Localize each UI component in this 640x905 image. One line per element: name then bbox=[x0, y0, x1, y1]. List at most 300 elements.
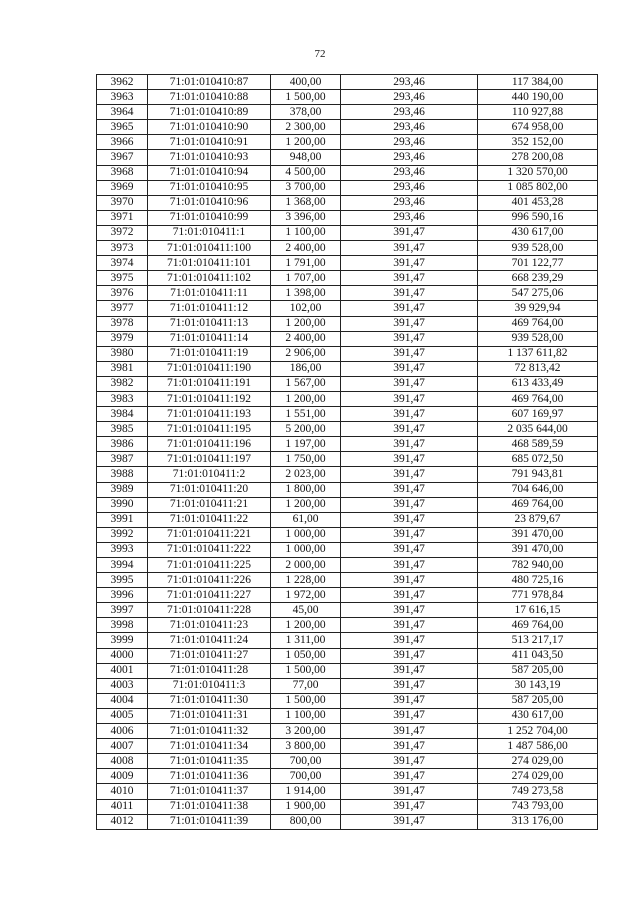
row-number-cell: 3994 bbox=[97, 558, 148, 573]
row-number-cell: 4012 bbox=[97, 814, 148, 829]
rate-cell: 391,47 bbox=[341, 346, 478, 361]
table-row bbox=[97, 739, 598, 754]
rate-cell: 391,47 bbox=[341, 437, 478, 452]
table-row bbox=[97, 724, 598, 739]
cadastral-value-cell: 587 205,00 bbox=[478, 693, 598, 708]
cadastral-value-cell: 469 764,00 bbox=[478, 497, 598, 512]
cadastral-number-cell: 71:01:010411:100 bbox=[148, 241, 271, 256]
row-number-cell: 3978 bbox=[97, 316, 148, 331]
cadastral-value-cell: 440 190,00 bbox=[478, 90, 598, 105]
row-number-cell: 4010 bbox=[97, 784, 148, 799]
area-cell: 700,00 bbox=[271, 754, 341, 769]
area-cell: 1 500,00 bbox=[271, 90, 341, 105]
rate-cell: 391,47 bbox=[341, 467, 478, 482]
cadastral-number-cell: 71:01:010411:32 bbox=[148, 724, 271, 739]
table-row bbox=[97, 769, 598, 784]
area-cell: 948,00 bbox=[271, 150, 341, 165]
row-number-cell: 3993 bbox=[97, 542, 148, 557]
table-row bbox=[97, 452, 598, 467]
area-cell: 1 100,00 bbox=[271, 225, 341, 240]
table-row bbox=[97, 195, 598, 210]
row-number-cell: 4008 bbox=[97, 754, 148, 769]
area-cell: 1 368,00 bbox=[271, 195, 341, 210]
area-cell: 1 900,00 bbox=[271, 799, 341, 814]
table-row bbox=[97, 105, 598, 120]
cadastral-number-cell: 71:01:010411:3 bbox=[148, 678, 271, 693]
cadastral-number-cell: 71:01:010411:196 bbox=[148, 437, 271, 452]
cadastral-value-cell: 468 589,59 bbox=[478, 437, 598, 452]
row-number-cell: 3991 bbox=[97, 512, 148, 527]
area-cell: 1 200,00 bbox=[271, 391, 341, 406]
table-row bbox=[97, 573, 598, 588]
rate-cell: 391,47 bbox=[341, 648, 478, 663]
rate-cell: 391,47 bbox=[341, 558, 478, 573]
cadastral-value-cell: 2 035 644,00 bbox=[478, 422, 598, 437]
cadastral-number-cell: 71:01:010411:30 bbox=[148, 693, 271, 708]
rate-cell: 391,47 bbox=[341, 527, 478, 542]
rate-cell: 391,47 bbox=[341, 784, 478, 799]
area-cell: 3 200,00 bbox=[271, 724, 341, 739]
row-number-cell: 4005 bbox=[97, 708, 148, 723]
table-row bbox=[97, 467, 598, 482]
row-number-cell: 3964 bbox=[97, 105, 148, 120]
cadastral-value-cell: 469 764,00 bbox=[478, 316, 598, 331]
rate-cell: 391,47 bbox=[341, 603, 478, 618]
cadastral-value-cell: 743 793,00 bbox=[478, 799, 598, 814]
cadastral-value-table bbox=[96, 74, 598, 830]
cadastral-number-cell: 71:01:010410:91 bbox=[148, 135, 271, 150]
cadastral-number-cell: 71:01:010411:31 bbox=[148, 708, 271, 723]
table-row bbox=[97, 663, 598, 678]
row-number-cell: 3977 bbox=[97, 301, 148, 316]
rate-cell: 293,46 bbox=[341, 195, 478, 210]
page-number: 72 bbox=[314, 48, 326, 60]
row-number-cell: 4004 bbox=[97, 693, 148, 708]
rate-cell: 391,47 bbox=[341, 542, 478, 557]
table-row bbox=[97, 648, 598, 663]
table-row bbox=[97, 497, 598, 512]
rate-cell: 293,46 bbox=[341, 150, 478, 165]
table-row bbox=[97, 135, 598, 150]
row-number-cell: 3990 bbox=[97, 497, 148, 512]
cadastral-number-cell: 71:01:010411:101 bbox=[148, 256, 271, 271]
cadastral-number-cell: 71:01:010411:36 bbox=[148, 769, 271, 784]
row-number-cell: 4003 bbox=[97, 678, 148, 693]
table-row bbox=[97, 422, 598, 437]
cadastral-number-cell: 71:01:010410:87 bbox=[148, 75, 271, 90]
cadastral-value-cell: 23 879,67 bbox=[478, 512, 598, 527]
rate-cell: 391,47 bbox=[341, 256, 478, 271]
cadastral-number-cell: 71:01:010411:197 bbox=[148, 452, 271, 467]
table-row bbox=[97, 75, 598, 90]
rate-cell: 391,47 bbox=[341, 391, 478, 406]
row-number-cell: 3992 bbox=[97, 527, 148, 542]
table-row bbox=[97, 618, 598, 633]
cadastral-value-cell: 685 072,50 bbox=[478, 452, 598, 467]
cadastral-number-cell: 71:01:010411:225 bbox=[148, 558, 271, 573]
cadastral-number-cell: 71:01:010411:190 bbox=[148, 361, 271, 376]
cadastral-value-cell: 782 940,00 bbox=[478, 558, 598, 573]
cadastral-number-cell: 71:01:010411:193 bbox=[148, 407, 271, 422]
row-number-cell: 3997 bbox=[97, 603, 148, 618]
table-row bbox=[97, 482, 598, 497]
table-row bbox=[97, 708, 598, 723]
rate-cell: 391,47 bbox=[341, 497, 478, 512]
cadastral-number-cell: 71:01:010411:37 bbox=[148, 784, 271, 799]
rate-cell: 391,47 bbox=[341, 799, 478, 814]
table-row bbox=[97, 527, 598, 542]
cadastral-value-cell: 547 275,06 bbox=[478, 286, 598, 301]
table-row bbox=[97, 271, 598, 286]
row-number-cell: 3996 bbox=[97, 588, 148, 603]
row-number-cell: 4006 bbox=[97, 724, 148, 739]
area-cell: 2 400,00 bbox=[271, 241, 341, 256]
cadastral-value-cell: 771 978,84 bbox=[478, 588, 598, 603]
area-cell: 4 500,00 bbox=[271, 165, 341, 180]
table-row bbox=[97, 799, 598, 814]
cadastral-number-cell: 71:01:010410:90 bbox=[148, 120, 271, 135]
table-row bbox=[97, 588, 598, 603]
rate-cell: 391,47 bbox=[341, 693, 478, 708]
area-cell: 1 750,00 bbox=[271, 452, 341, 467]
area-cell: 2 023,00 bbox=[271, 467, 341, 482]
row-number-cell: 3976 bbox=[97, 286, 148, 301]
area-cell: 1 972,00 bbox=[271, 588, 341, 603]
cadastral-number-cell: 71:01:010411:35 bbox=[148, 754, 271, 769]
row-number-cell: 3981 bbox=[97, 361, 148, 376]
rate-cell: 391,47 bbox=[341, 271, 478, 286]
row-number-cell: 3970 bbox=[97, 195, 148, 210]
row-number-cell: 3986 bbox=[97, 437, 148, 452]
area-cell: 186,00 bbox=[271, 361, 341, 376]
row-number-cell: 3989 bbox=[97, 482, 148, 497]
table-row bbox=[97, 241, 598, 256]
rate-cell: 391,47 bbox=[341, 331, 478, 346]
rate-cell: 293,46 bbox=[341, 210, 478, 225]
rate-cell: 293,46 bbox=[341, 75, 478, 90]
area-cell: 378,00 bbox=[271, 105, 341, 120]
table-row bbox=[97, 603, 598, 618]
table-row bbox=[97, 210, 598, 225]
rate-cell: 391,47 bbox=[341, 678, 478, 693]
row-number-cell: 3972 bbox=[97, 225, 148, 240]
cadastral-number-cell: 71:01:010411:227 bbox=[148, 588, 271, 603]
cadastral-number-cell: 71:01:010411:23 bbox=[148, 618, 271, 633]
table-row bbox=[97, 814, 598, 829]
cadastral-value-cell: 701 122,77 bbox=[478, 256, 598, 271]
table-row bbox=[97, 120, 598, 135]
rate-cell: 391,47 bbox=[341, 663, 478, 678]
rate-cell: 293,46 bbox=[341, 90, 478, 105]
row-number-cell: 3968 bbox=[97, 165, 148, 180]
rate-cell: 391,47 bbox=[341, 724, 478, 739]
cadastral-value-cell: 469 764,00 bbox=[478, 391, 598, 406]
table-row bbox=[97, 391, 598, 406]
cadastral-number-cell: 71:01:010411:22 bbox=[148, 512, 271, 527]
rate-cell: 391,47 bbox=[341, 708, 478, 723]
cadastral-number-cell: 71:01:010411:39 bbox=[148, 814, 271, 829]
table-row bbox=[97, 316, 598, 331]
row-number-cell: 4000 bbox=[97, 648, 148, 663]
cadastral-number-cell: 71:01:010411:24 bbox=[148, 633, 271, 648]
cadastral-number-cell: 71:01:010411:19 bbox=[148, 346, 271, 361]
cadastral-value-cell: 313 176,00 bbox=[478, 814, 598, 829]
cadastral-number-cell: 71:01:010411:222 bbox=[148, 542, 271, 557]
table-row bbox=[97, 754, 598, 769]
cadastral-number-cell: 71:01:010411:228 bbox=[148, 603, 271, 618]
area-cell: 1 000,00 bbox=[271, 527, 341, 542]
row-number-cell: 3965 bbox=[97, 120, 148, 135]
cadastral-number-cell: 71:01:010411:192 bbox=[148, 391, 271, 406]
rate-cell: 391,47 bbox=[341, 301, 478, 316]
cadastral-number-cell: 71:01:010411:21 bbox=[148, 497, 271, 512]
cadastral-number-cell: 71:01:010411:11 bbox=[148, 286, 271, 301]
area-cell: 1 100,00 bbox=[271, 708, 341, 723]
rate-cell: 293,46 bbox=[341, 180, 478, 195]
row-number-cell: 3985 bbox=[97, 422, 148, 437]
rate-cell: 391,47 bbox=[341, 316, 478, 331]
table-row bbox=[97, 542, 598, 557]
cadastral-number-cell: 71:01:010411:28 bbox=[148, 663, 271, 678]
cadastral-value-cell: 110 927,88 bbox=[478, 105, 598, 120]
area-cell: 3 396,00 bbox=[271, 210, 341, 225]
row-number-cell: 4001 bbox=[97, 663, 148, 678]
cadastral-number-cell: 71:01:010411:13 bbox=[148, 316, 271, 331]
area-cell: 1 500,00 bbox=[271, 693, 341, 708]
table-row bbox=[97, 361, 598, 376]
cadastral-value-cell: 587 205,00 bbox=[478, 663, 598, 678]
rate-cell: 391,47 bbox=[341, 633, 478, 648]
table-body bbox=[97, 75, 598, 830]
area-cell: 61,00 bbox=[271, 512, 341, 527]
rate-cell: 391,47 bbox=[341, 573, 478, 588]
cadastral-value-cell: 469 764,00 bbox=[478, 618, 598, 633]
row-number-cell: 3975 bbox=[97, 271, 148, 286]
cadastral-number-cell: 71:01:010411:38 bbox=[148, 799, 271, 814]
cadastral-number-cell: 71:01:010411:102 bbox=[148, 271, 271, 286]
table-row bbox=[97, 180, 598, 195]
cadastral-value-cell: 939 528,00 bbox=[478, 331, 598, 346]
cadastral-value-cell: 278 200,08 bbox=[478, 150, 598, 165]
rate-cell: 391,47 bbox=[341, 588, 478, 603]
row-number-cell: 3973 bbox=[97, 241, 148, 256]
table-row bbox=[97, 512, 598, 527]
row-number-cell: 3971 bbox=[97, 210, 148, 225]
cadastral-value-cell: 1 085 802,00 bbox=[478, 180, 598, 195]
rate-cell: 293,46 bbox=[341, 135, 478, 150]
cadastral-value-cell: 352 152,00 bbox=[478, 135, 598, 150]
area-cell: 102,00 bbox=[271, 301, 341, 316]
row-number-cell: 3995 bbox=[97, 573, 148, 588]
table-row bbox=[97, 256, 598, 271]
cadastral-value-cell: 430 617,00 bbox=[478, 225, 598, 240]
rate-cell: 391,47 bbox=[341, 754, 478, 769]
row-number-cell: 3982 bbox=[97, 376, 148, 391]
cadastral-value-cell: 401 453,28 bbox=[478, 195, 598, 210]
cadastral-value-cell: 1 487 586,00 bbox=[478, 739, 598, 754]
table-row bbox=[97, 376, 598, 391]
area-cell: 1 914,00 bbox=[271, 784, 341, 799]
area-cell: 1 311,00 bbox=[271, 633, 341, 648]
cadastral-number-cell: 71:01:010411:20 bbox=[148, 482, 271, 497]
cadastral-number-cell: 71:01:010411:27 bbox=[148, 648, 271, 663]
cadastral-value-cell: 274 029,00 bbox=[478, 754, 598, 769]
rate-cell: 391,47 bbox=[341, 407, 478, 422]
cadastral-number-cell: 71:01:010410:89 bbox=[148, 105, 271, 120]
area-cell: 1 228,00 bbox=[271, 573, 341, 588]
rate-cell: 391,47 bbox=[341, 769, 478, 784]
row-number-cell: 3979 bbox=[97, 331, 148, 346]
area-cell: 400,00 bbox=[271, 75, 341, 90]
rate-cell: 293,46 bbox=[341, 105, 478, 120]
area-cell: 1 567,00 bbox=[271, 376, 341, 391]
cadastral-number-cell: 71:01:010410:96 bbox=[148, 195, 271, 210]
table-row bbox=[97, 225, 598, 240]
cadastral-number-cell: 71:01:010410:94 bbox=[148, 165, 271, 180]
cadastral-number-cell: 71:01:010411:226 bbox=[148, 573, 271, 588]
area-cell: 3 800,00 bbox=[271, 739, 341, 754]
table-row bbox=[97, 90, 598, 105]
cadastral-value-cell: 939 528,00 bbox=[478, 241, 598, 256]
cadastral-value-cell: 39 929,94 bbox=[478, 301, 598, 316]
cadastral-value-cell: 704 646,00 bbox=[478, 482, 598, 497]
rate-cell: 293,46 bbox=[341, 165, 478, 180]
row-number-cell: 3983 bbox=[97, 391, 148, 406]
area-cell: 2 000,00 bbox=[271, 558, 341, 573]
rate-cell: 391,47 bbox=[341, 482, 478, 497]
row-number-cell: 3999 bbox=[97, 633, 148, 648]
area-cell: 77,00 bbox=[271, 678, 341, 693]
area-cell: 2 906,00 bbox=[271, 346, 341, 361]
area-cell: 1 200,00 bbox=[271, 316, 341, 331]
cadastral-value-cell: 17 616,15 bbox=[478, 603, 598, 618]
row-number-cell: 3969 bbox=[97, 180, 148, 195]
rate-cell: 391,47 bbox=[341, 241, 478, 256]
area-cell: 800,00 bbox=[271, 814, 341, 829]
table-row bbox=[97, 346, 598, 361]
area-cell: 1 398,00 bbox=[271, 286, 341, 301]
area-cell: 1 200,00 bbox=[271, 135, 341, 150]
rate-cell: 391,47 bbox=[341, 618, 478, 633]
rate-cell: 391,47 bbox=[341, 512, 478, 527]
table-row bbox=[97, 678, 598, 693]
cadastral-number-cell: 71:01:010410:99 bbox=[148, 210, 271, 225]
area-cell: 45,00 bbox=[271, 603, 341, 618]
area-cell: 1 200,00 bbox=[271, 497, 341, 512]
cadastral-number-cell: 71:01:010410:93 bbox=[148, 150, 271, 165]
area-cell: 2 300,00 bbox=[271, 120, 341, 135]
cadastral-number-cell: 71:01:010411:195 bbox=[148, 422, 271, 437]
rate-cell: 293,46 bbox=[341, 120, 478, 135]
cadastral-value-cell: 30 143,19 bbox=[478, 678, 598, 693]
cadastral-value-cell: 791 943,81 bbox=[478, 467, 598, 482]
cadastral-value-cell: 613 433,49 bbox=[478, 376, 598, 391]
cadastral-value-cell: 749 273,58 bbox=[478, 784, 598, 799]
cadastral-value-cell: 480 725,16 bbox=[478, 573, 598, 588]
cadastral-number-cell: 71:01:010411:221 bbox=[148, 527, 271, 542]
table-row bbox=[97, 693, 598, 708]
row-number-cell: 3998 bbox=[97, 618, 148, 633]
area-cell: 1 000,00 bbox=[271, 542, 341, 557]
area-cell: 1 707,00 bbox=[271, 271, 341, 286]
cadastral-value-cell: 430 617,00 bbox=[478, 708, 598, 723]
area-cell: 3 700,00 bbox=[271, 180, 341, 195]
cadastral-value-cell: 117 384,00 bbox=[478, 75, 598, 90]
cadastral-number-cell: 71:01:010411:2 bbox=[148, 467, 271, 482]
area-cell: 1 791,00 bbox=[271, 256, 341, 271]
row-number-cell: 3974 bbox=[97, 256, 148, 271]
row-number-cell: 3987 bbox=[97, 452, 148, 467]
row-number-cell: 4009 bbox=[97, 769, 148, 784]
rate-cell: 391,47 bbox=[341, 739, 478, 754]
cadastral-number-cell: 71:01:010411:34 bbox=[148, 739, 271, 754]
cadastral-value-cell: 674 958,00 bbox=[478, 120, 598, 135]
cadastral-number-cell: 71:01:010411:1 bbox=[148, 225, 271, 240]
rate-cell: 391,47 bbox=[341, 452, 478, 467]
cadastral-value-cell: 391 470,00 bbox=[478, 542, 598, 557]
row-number-cell: 3967 bbox=[97, 150, 148, 165]
cadastral-value-cell: 411 043,50 bbox=[478, 648, 598, 663]
row-number-cell: 3963 bbox=[97, 90, 148, 105]
table-row bbox=[97, 437, 598, 452]
rate-cell: 391,47 bbox=[341, 225, 478, 240]
cadastral-number-cell: 71:01:010411:191 bbox=[148, 376, 271, 391]
table-row bbox=[97, 633, 598, 648]
rate-cell: 391,47 bbox=[341, 814, 478, 829]
area-cell: 2 400,00 bbox=[271, 331, 341, 346]
table-row bbox=[97, 407, 598, 422]
row-number-cell: 3984 bbox=[97, 407, 148, 422]
cadastral-value-cell: 996 590,16 bbox=[478, 210, 598, 225]
area-cell: 1 200,00 bbox=[271, 618, 341, 633]
area-cell: 1 551,00 bbox=[271, 407, 341, 422]
table-row bbox=[97, 331, 598, 346]
table-row bbox=[97, 301, 598, 316]
row-number-cell: 3988 bbox=[97, 467, 148, 482]
area-cell: 700,00 bbox=[271, 769, 341, 784]
table-row bbox=[97, 784, 598, 799]
rate-cell: 391,47 bbox=[341, 286, 478, 301]
table-row bbox=[97, 150, 598, 165]
row-number-cell: 4011 bbox=[97, 799, 148, 814]
rate-cell: 391,47 bbox=[341, 361, 478, 376]
rate-cell: 391,47 bbox=[341, 376, 478, 391]
cadastral-number-cell: 71:01:010410:95 bbox=[148, 180, 271, 195]
cadastral-value-cell: 1 137 611,82 bbox=[478, 346, 598, 361]
cadastral-number-cell: 71:01:010410:88 bbox=[148, 90, 271, 105]
cadastral-value-cell: 513 217,17 bbox=[478, 633, 598, 648]
cadastral-value-cell: 72 813,42 bbox=[478, 361, 598, 376]
cadastral-value-cell: 391 470,00 bbox=[478, 527, 598, 542]
area-cell: 5 200,00 bbox=[271, 422, 341, 437]
cadastral-value-cell: 1 252 704,00 bbox=[478, 724, 598, 739]
row-number-cell: 4007 bbox=[97, 739, 148, 754]
area-cell: 1 050,00 bbox=[271, 648, 341, 663]
cadastral-number-cell: 71:01:010411:12 bbox=[148, 301, 271, 316]
cadastral-number-cell: 71:01:010411:14 bbox=[148, 331, 271, 346]
row-number-cell: 3980 bbox=[97, 346, 148, 361]
table-row bbox=[97, 165, 598, 180]
cadastral-value-cell: 274 029,00 bbox=[478, 769, 598, 784]
table-row bbox=[97, 558, 598, 573]
area-cell: 1 500,00 bbox=[271, 663, 341, 678]
row-number-cell: 3962 bbox=[97, 75, 148, 90]
area-cell: 1 197,00 bbox=[271, 437, 341, 452]
cadastral-value-cell: 1 320 570,00 bbox=[478, 165, 598, 180]
cadastral-value-cell: 607 169,97 bbox=[478, 407, 598, 422]
area-cell: 1 800,00 bbox=[271, 482, 341, 497]
cadastral-value-cell: 668 239,29 bbox=[478, 271, 598, 286]
